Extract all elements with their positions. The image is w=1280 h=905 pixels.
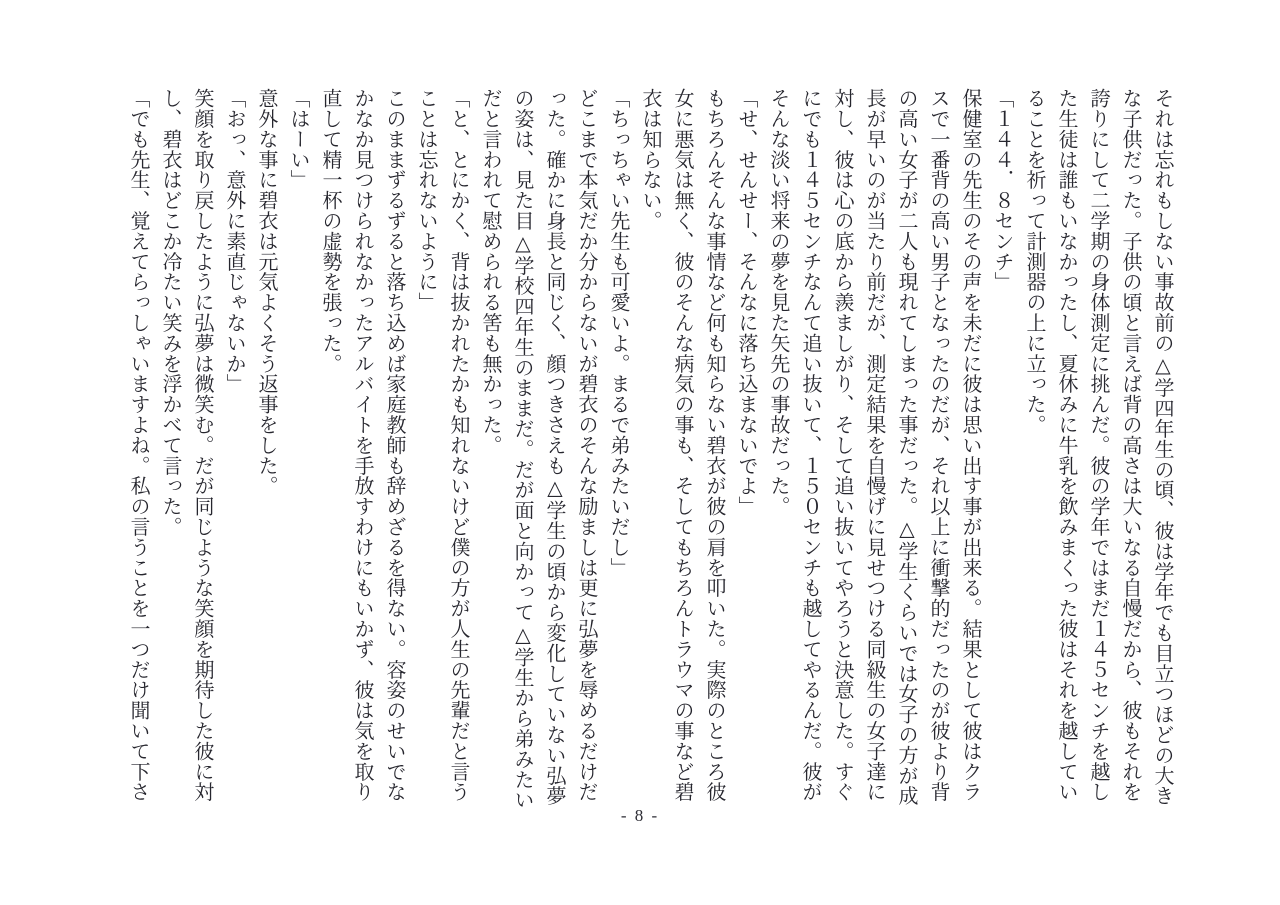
text-column: 直して精一杯の虚勢を張った。 <box>319 88 341 374</box>
text-column: 対し、彼は心の底から羨ましがり、そして追い抜いてやろうと決意した。すぐ <box>831 88 853 802</box>
text-column: ことは忘れないように」 <box>415 88 437 313</box>
text-column: ることを祈って計測器の上に立った。 <box>1023 88 1045 435</box>
text-column: 保健室の先生のその声を未だに彼は思い出す事が出来る。結果として彼はクラ <box>959 88 981 802</box>
text-column: の姿は、見た目△学校四年生のままだ。だが面と向かって△学生から弟みたい <box>511 88 533 810</box>
text-column: 「１４４．８センチ」 <box>991 88 1013 292</box>
text-column: の高い女子が二人も現れてしまった事だった。△学生くらいでは女子の方が成 <box>895 88 917 806</box>
text-column: 「と、とにかく、背は抜かれたかも知れないけど僕の方が人生の先輩だと言う <box>447 88 469 802</box>
text-column: かなか見つけられなかったアルバイトを手放すわけにもいかず、彼は気を取り <box>351 88 373 802</box>
text-column: そんな淡い将来の夢を見た矢先の事故だった。 <box>767 88 789 517</box>
text-column: 「はーい」 <box>287 88 309 190</box>
text-column: 女に悪気は無く、彼のそんな病気の事も、そしてもちろんトラウマの事など碧 <box>671 88 693 802</box>
text-column: スで一番背の高い男子となったのだが、それ以上に衝撃的だったのが彼より背 <box>927 88 949 802</box>
text-column: し、碧衣はどこか冷たい笑みを浮かべて言った。 <box>159 88 181 537</box>
text-column: このままずるずると落ち込めば家庭教師も辞めざるを得ない。容姿のせいでな <box>383 88 405 802</box>
text-column: 「でも先生、覚えてらっしゃいますよね。私の言うことを一つだけ聞いて下さ <box>127 88 149 802</box>
text-column: た生徒は誰もいなかったし、夏休みに牛乳を飲みまくった彼はそれを越してい <box>1055 88 1077 802</box>
text-column: もちろんそんな事情など何も知らない碧衣が彼の肩を叩いた。実際のところ彼 <box>703 88 725 802</box>
text-column: 「おっ、意外に素直じゃないか」 <box>223 88 245 394</box>
text-column: った。確かに身長と同じく、顔つきさえも△学生の頃から変化していない弘夢 <box>543 88 565 806</box>
page-number: - 8 - <box>620 806 660 825</box>
text-column: 意外な事に碧衣は元気よくそう返事をした。 <box>255 88 277 496</box>
text-column: な子供だった。子供の頃と言えば背の高さは大いなる自慢だから、彼もそれを <box>1119 88 1141 802</box>
text-column: どこまで本気だか分からないが碧衣のそんな励ましは更に弘夢を辱めるだけだ <box>575 88 597 802</box>
text-column: 笑顔を取り戻したように弘夢は微笑む。だが同じような笑顔を期待した彼に対 <box>191 88 213 802</box>
text-column: 「せ、せんせー、そんなに落ち込まないでよ」 <box>735 88 757 517</box>
text-column: 長が早いのが当たり前だが、測定結果を自慢げに見せつける同級生の女子達に <box>863 88 885 802</box>
text-column: 「ちっちゃい先生も可愛いよ。まるで弟みたいだし」 <box>607 88 629 578</box>
document-text <box>122 88 1178 808</box>
text-column: それは忘れもしない事故前の△学四年生の頃、彼は学年でも目立つほどの大き <box>1151 88 1173 806</box>
text-column: 誇りにして二学期の身体測定に挑んだ。彼の学年ではまだ１４５センチを越し <box>1087 88 1109 802</box>
text-column: だと言われて慰められる筈も無かった。 <box>479 88 501 456</box>
text-column: 衣は知らない。 <box>639 88 661 231</box>
text-column: にでも１４５センチなんて追い抜いて、１５０センチも越してやるんだ。彼が <box>799 88 821 802</box>
